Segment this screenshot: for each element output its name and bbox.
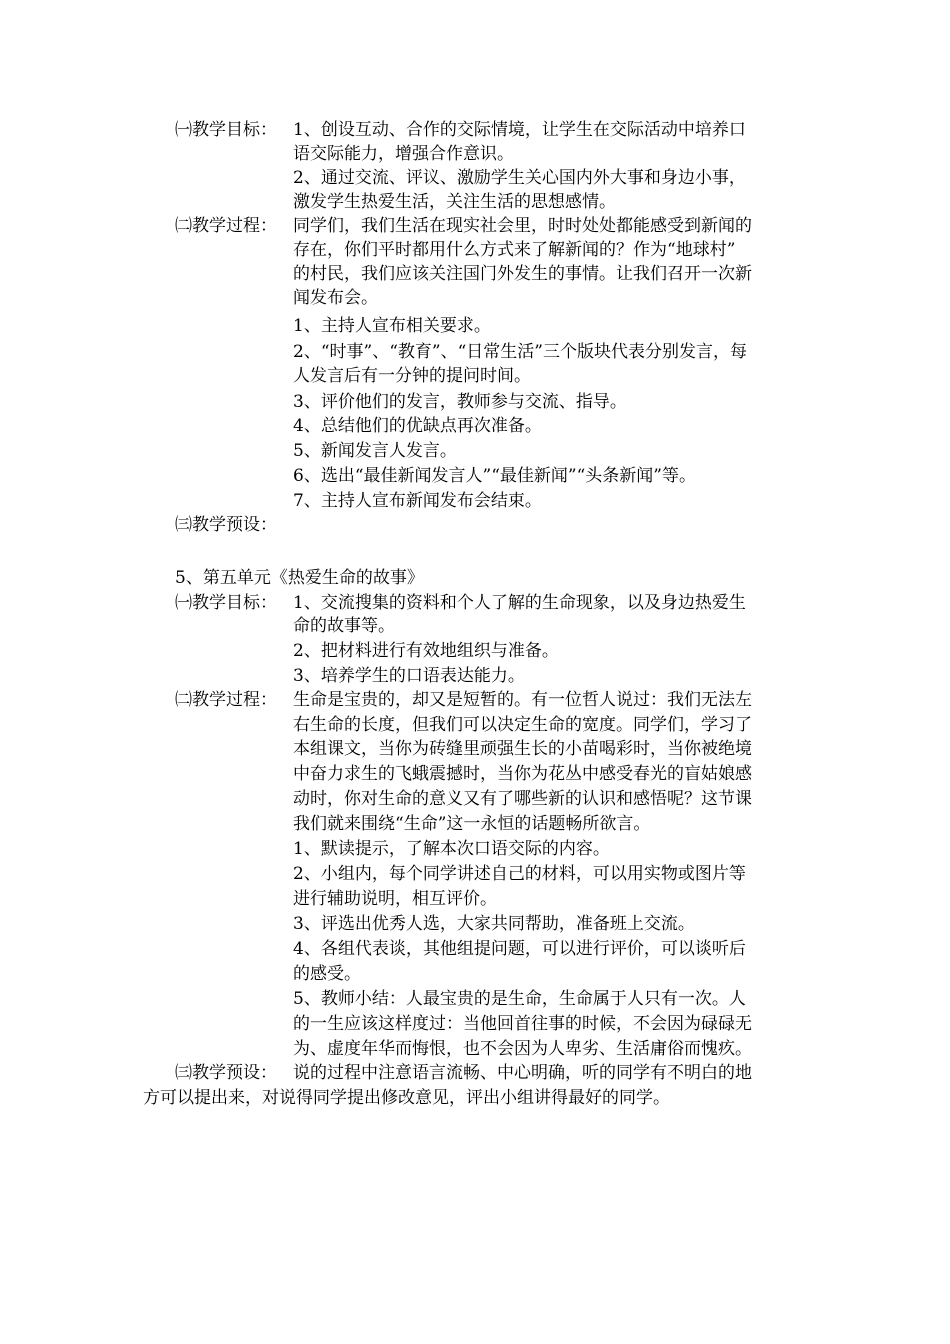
s5-process-line: 我们就来围绕“生命”这一永恒的话题畅所欲言。: [293, 814, 651, 834]
s5-goal-line: 命的故事等。: [293, 616, 395, 636]
s5-process-line: 1、默读提示，了解本次口语交际的内容。: [293, 839, 610, 859]
s4-preset-label: ㈢教学预设：: [175, 515, 277, 535]
s5-preset-line: 方可以提出来，对说得同学提出修改意见，评出小组讲得最好的同学。: [143, 1088, 670, 1108]
s4-process-line: 5、新闻发言人发言。: [293, 441, 457, 461]
s5-preset-line: 说的过程中注意语言流畅、中心明确，听的同学有不明白的地: [293, 1063, 752, 1083]
s5-process-line: 2、小组内，每个同学讲述自己的材料，可以用实物或图片等: [293, 864, 746, 884]
s5-goal-line: 2、把材料进行有效地组织与准备。: [293, 641, 559, 661]
s5-process-line: 的一生应该这样度过：当他回首往事的时候，不会因为碌碌无: [293, 1014, 752, 1034]
s4-process-line: 4、总结他们的优缺点再次准备。: [293, 416, 542, 436]
s5-process-line: 中奋力求生的飞蛾震撼时，当你为花丛中感受春光的盲姑娘感: [293, 764, 752, 784]
s4-process-line: 6、选出“最佳新闻发言人”“最佳新闻”“头条新闻”等。: [293, 466, 696, 486]
s5-process-line: 5、教师小结：人最宝贵的是生命，生命属于人只有一次。人: [293, 989, 746, 1009]
s4-process-line: 存在，你们平时都用什么方式来了解新闻的？作为“地球村”: [293, 240, 736, 260]
s4-goal-line: 语交际能力，增强合作意识。: [293, 144, 514, 164]
s4-goal-label: ㈠教学目标：: [175, 120, 277, 140]
s5-goal-label: ㈠教学目标：: [175, 593, 277, 613]
s5-process-line: 为、虚度年华而悔恨，也不会因为人卑劣、生活庸俗而愧疚。: [293, 1039, 752, 1059]
s5-preset-label: ㈢教学预设：: [175, 1063, 277, 1083]
s4-process-line: 人发言后有一分钟的提问时间。: [293, 366, 531, 386]
s5-goal-line: 3、培养学生的口语表达能力。: [293, 666, 525, 686]
s4-process-line: 1、主持人宣布相关要求。: [293, 316, 491, 336]
s5-goal-line: 1、交流搜集的资料和个人了解的生命现象，以及身边热爱生: [293, 593, 746, 613]
s4-process-line: 的村民，我们应该关注国门外发生的事情。让我们召开一次新: [293, 264, 752, 284]
s4-goal-line: 激发学生热爱生活，关注生活的思想感情。: [293, 192, 616, 212]
s4-goal-line: 1、创设互动、合作的交际情境，让学生在交际活动中培养口: [293, 120, 746, 140]
s4-process-line: 3、评价他们的发言，教师参与交流、指导。: [293, 392, 627, 412]
s4-goal-line: 2、通过交流、评议、激励学生关心国内外大事和身边小事，: [293, 168, 746, 188]
s5-process-line: 的感受。: [293, 964, 361, 984]
s4-process-line: 闻发布会。: [293, 288, 378, 308]
s5-title: 5、第五单元《热爱生命的故事》: [175, 568, 424, 588]
s5-process-label: ㈡教学过程：: [175, 690, 277, 710]
s4-process-line: 7、主持人宣布新闻发布会结束。: [293, 491, 542, 511]
s5-process-line: 右生命的长度，但我们可以决定生命的宽度。同学们，学习了: [293, 715, 752, 735]
s4-process-label: ㈡教学过程：: [175, 216, 277, 236]
s5-process-line: 4、各组代表谈，其他组提问题，可以进行评价，可以谈听后: [293, 939, 746, 959]
s5-process-line: 3、评选出优秀人选，大家共同帮助，准备班上交流。: [293, 914, 695, 934]
s5-process-line: 本组课文，当你为砖缝里顽强生长的小苗喝彩时，当你被绝境: [293, 739, 752, 759]
s5-process-line: 动时，你对生命的意义又有了哪些新的认识和感悟呢？这节课: [293, 789, 752, 809]
s4-process-line: 2、“时事”、“教育”、“日常生活”三个版块代表分别发言，每: [293, 342, 747, 362]
s4-process-line: 同学们，我们生活在现实社会里，时时处处都能感受到新闻的: [293, 216, 752, 236]
s5-process-line: 生命是宝贵的，却又是短暂的。有一位哲人说过：我们无法左: [293, 690, 752, 710]
s5-process-line: 进行辅助说明，相互评价。: [293, 889, 497, 909]
